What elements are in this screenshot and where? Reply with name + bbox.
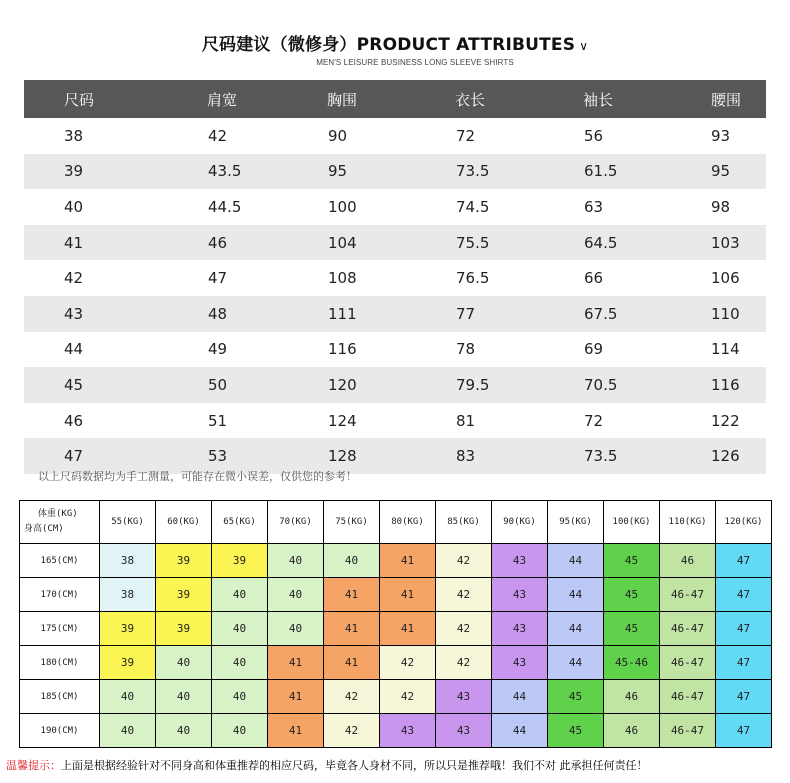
cell-shoulder: 51 (208, 411, 228, 430)
size-cell: 43 (380, 714, 436, 748)
cell-waist: 114 (711, 340, 740, 359)
cell-shoulder: 49 (208, 340, 228, 359)
size-cell: 41 (268, 646, 324, 680)
size-cell: 42 (324, 714, 380, 748)
size-cell: 45 (604, 544, 660, 578)
size-cell: 41 (324, 578, 380, 612)
size-cell: 40 (268, 612, 324, 646)
corner-height-label: 身高(CM) (24, 524, 64, 534)
size-cell: 42 (436, 578, 492, 612)
size-cell: 40 (156, 714, 212, 748)
size-cell: 47 (716, 612, 772, 646)
cell-waist: 93 (711, 126, 731, 145)
cell-length: 75.5 (455, 225, 583, 261)
size-cell: 47 (716, 578, 772, 612)
cell-length: 78 (456, 340, 476, 359)
cell-shoulder: 46 (207, 225, 327, 261)
page-subtitle: MEN'S LEISURE BUSINESS LONG SLEEVE SHIRTS (316, 58, 514, 67)
cell-sleeve: 72 (584, 411, 604, 430)
size-cell: 40 (212, 612, 268, 646)
size-cell: 43 (436, 680, 492, 714)
title-text: 尺码建议（微修身）PRODUCT ATTRIBUTES (201, 35, 576, 55)
cell-shoulder: 50 (207, 367, 327, 403)
corner-weight-label: 体重(KG) (38, 509, 78, 519)
header (0, 30, 790, 67)
size-cell: 39 (100, 646, 156, 680)
size-cell: 47 (716, 646, 772, 680)
grid-row (20, 578, 772, 612)
size-cell: 46-47 (660, 680, 716, 714)
size-cell: 40 (268, 544, 324, 578)
cell-size: 42 (64, 269, 84, 288)
cell-sleeve: 69 (584, 340, 604, 359)
cell-chest: 90 (328, 126, 348, 145)
cell-size: 41 (24, 225, 207, 261)
size-cell: 44 (548, 578, 604, 612)
cell-waist: 106 (711, 269, 740, 288)
cell-shoulder: 47 (208, 269, 228, 288)
size-cell: 40 (212, 646, 268, 680)
size-cell: 44 (492, 680, 548, 714)
size-cell: 42 (380, 680, 436, 714)
tip-label: 温馨提示： (6, 759, 61, 772)
cell-chest: 124 (328, 411, 357, 430)
size-cell: 45 (548, 680, 604, 714)
size-cell: 40 (324, 544, 380, 578)
size-cell: 45-46 (604, 646, 660, 680)
cell-shoulder: 42 (208, 126, 228, 145)
size-cell: 43 (492, 544, 548, 578)
size-cell: 42 (436, 646, 492, 680)
size-cell: 45 (604, 578, 660, 612)
height-header: 170(CM) (20, 578, 100, 612)
weight-header: 70(KG) (268, 501, 324, 544)
cell-length: 81 (456, 411, 476, 430)
grid-corner (20, 501, 100, 544)
cell-waist: 126 (711, 438, 766, 474)
cell-length: 76.5 (456, 269, 490, 288)
size-cell: 47 (716, 680, 772, 714)
size-cell: 39 (156, 612, 212, 646)
chevron-down-icon: ∨ (579, 39, 589, 53)
cell-sleeve: 56 (584, 126, 604, 145)
size-cell: 42 (324, 680, 380, 714)
cell-waist: 103 (711, 225, 766, 261)
table-row (24, 296, 766, 332)
page-title (0, 30, 790, 55)
size-cell: 42 (436, 544, 492, 578)
cell-chest: 128 (327, 438, 455, 474)
cell-length: 77 (455, 296, 583, 332)
cell-shoulder: 43.5 (207, 154, 327, 190)
cell-length: 74.5 (456, 197, 490, 216)
cell-length: 83 (455, 438, 583, 474)
cell-length: 72 (456, 126, 476, 145)
size-cell: 38 (100, 544, 156, 578)
size-cell: 41 (268, 680, 324, 714)
size-cell: 40 (212, 714, 268, 748)
cell-sleeve: 66 (584, 269, 604, 288)
cell-chest: 108 (328, 269, 357, 288)
cell-chest: 104 (327, 225, 455, 261)
size-cell: 39 (100, 612, 156, 646)
size-cell: 46-47 (660, 578, 716, 612)
size-cell: 43 (436, 714, 492, 748)
table-row (24, 260, 766, 296)
recommendation-grid (19, 500, 772, 748)
header-size: 尺码 (24, 80, 207, 118)
size-cell: 41 (380, 544, 436, 578)
size-cell: 47 (716, 544, 772, 578)
cell-waist: 110 (711, 296, 766, 332)
cell-size: 43 (24, 296, 207, 332)
cell-chest: 120 (327, 367, 455, 403)
cell-size: 45 (24, 367, 207, 403)
grid-row (20, 544, 772, 578)
height-header: 190(CM) (20, 714, 100, 748)
height-header: 180(CM) (20, 646, 100, 680)
size-table-header (24, 80, 766, 118)
grid-row (20, 646, 772, 680)
grid-header-row (20, 501, 772, 544)
cell-shoulder: 44.5 (208, 197, 242, 216)
table-row (24, 225, 766, 261)
size-cell: 47 (716, 714, 772, 748)
size-cell: 45 (604, 612, 660, 646)
size-cell: 44 (548, 544, 604, 578)
size-cell: 43 (492, 646, 548, 680)
table-row (24, 189, 766, 225)
size-cell: 43 (492, 578, 548, 612)
weight-header: 65(KG) (212, 501, 268, 544)
cell-length: 79.5 (455, 367, 583, 403)
size-cell: 41 (324, 612, 380, 646)
size-cell: 40 (268, 578, 324, 612)
weight-header: 90(KG) (492, 501, 548, 544)
cell-chest: 111 (327, 296, 455, 332)
footer-tip (6, 757, 648, 773)
cell-waist: 95 (711, 154, 766, 190)
measurement-note: 以上尺码数据均为手工测量，可能存在微小误差，仅供您的参考！ (38, 470, 357, 483)
grid-row (20, 612, 772, 646)
cell-sleeve: 73.5 (583, 438, 711, 474)
header-sleeve: 袖长 (583, 80, 711, 118)
size-cell: 40 (100, 714, 156, 748)
size-cell: 40 (156, 680, 212, 714)
size-cell: 43 (492, 612, 548, 646)
size-cell: 40 (212, 578, 268, 612)
weight-header: 55(KG) (100, 501, 156, 544)
table-row (24, 154, 766, 190)
weight-header: 110(KG) (660, 501, 716, 544)
cell-sleeve: 67.5 (583, 296, 711, 332)
cell-length: 73.5 (455, 154, 583, 190)
tip-text: 上面是根据经验针对不同身高和体重推荐的相应尺码，毕竟各人身材不同，所以只是推荐哦！我们不对 此承担任何责任！ (61, 759, 648, 772)
table-row (24, 403, 766, 439)
table-row (24, 332, 766, 368)
cell-waist: 98 (711, 197, 731, 216)
header-chest: 胸围 (327, 80, 455, 118)
height-header: 175(CM) (20, 612, 100, 646)
size-cell: 46 (604, 714, 660, 748)
size-cell: 46-47 (660, 646, 716, 680)
header-length: 衣长 (455, 80, 583, 118)
size-cell: 41 (268, 714, 324, 748)
cell-shoulder: 48 (207, 296, 327, 332)
table-row (24, 367, 766, 403)
size-cell: 46-47 (660, 714, 716, 748)
cell-chest: 116 (328, 340, 357, 359)
cell-waist: 122 (711, 411, 740, 430)
grid-row (20, 680, 772, 714)
weight-header: 100(KG) (604, 501, 660, 544)
size-cell: 44 (492, 714, 548, 748)
size-cell: 39 (156, 578, 212, 612)
weight-header: 120(KG) (716, 501, 772, 544)
size-cell: 46 (660, 544, 716, 578)
size-cell: 39 (156, 544, 212, 578)
size-table (24, 80, 766, 474)
weight-header: 85(KG) (436, 501, 492, 544)
size-cell: 44 (548, 646, 604, 680)
header-shoulder: 肩宽 (207, 80, 327, 118)
size-cell: 46-47 (660, 612, 716, 646)
weight-header: 60(KG) (156, 501, 212, 544)
size-cell: 44 (548, 612, 604, 646)
cell-size: 44 (64, 340, 84, 359)
cell-shoulder: 53 (207, 438, 327, 474)
size-cell: 41 (324, 646, 380, 680)
size-cell: 45 (548, 714, 604, 748)
cell-chest: 95 (327, 154, 455, 190)
size-cell: 40 (212, 680, 268, 714)
table-row (24, 118, 766, 154)
height-header: 185(CM) (20, 680, 100, 714)
cell-sleeve: 63 (584, 197, 604, 216)
size-cell: 42 (380, 646, 436, 680)
weight-header: 80(KG) (380, 501, 436, 544)
weight-header: 95(KG) (548, 501, 604, 544)
cell-sleeve: 64.5 (583, 225, 711, 261)
cell-size: 40 (64, 197, 84, 216)
size-cell: 39 (212, 544, 268, 578)
cell-size: 46 (64, 411, 84, 430)
cell-size: 47 (24, 438, 207, 474)
size-cell: 40 (100, 680, 156, 714)
cell-waist: 116 (711, 367, 766, 403)
cell-chest: 100 (328, 197, 357, 216)
header-waist: 腰围 (711, 80, 766, 118)
size-cell: 42 (436, 612, 492, 646)
size-cell: 41 (380, 612, 436, 646)
cell-sleeve: 70.5 (583, 367, 711, 403)
size-cell: 40 (156, 646, 212, 680)
weight-header: 75(KG) (324, 501, 380, 544)
size-cell: 38 (100, 578, 156, 612)
size-cell: 41 (380, 578, 436, 612)
grid-row (20, 714, 772, 748)
cell-size: 38 (64, 126, 84, 145)
cell-sleeve: 61.5 (583, 154, 711, 190)
cell-size: 39 (24, 154, 207, 190)
size-cell: 46 (604, 680, 660, 714)
height-header: 165(CM) (20, 544, 100, 578)
